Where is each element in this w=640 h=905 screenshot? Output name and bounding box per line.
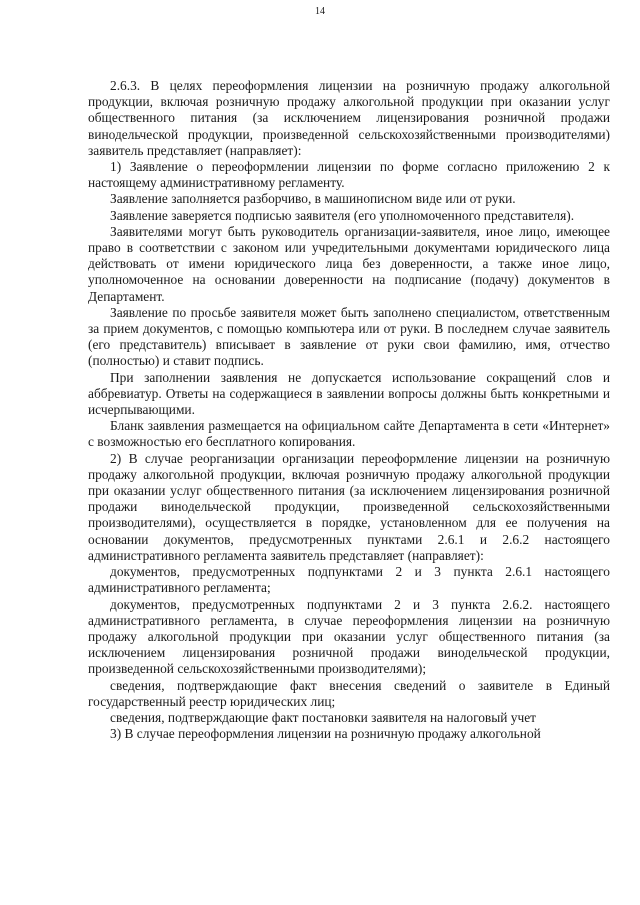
document-body — [88, 78, 610, 742]
paragraph: Заявление заполняется разборчиво, в машинописном виде или от руки. — [110, 191, 516, 207]
paragraph-2-6-3: 2.6.3. В целях переоформления лицензии на розничную продажу алкогольной продукции, включая розничную продажу алкогольной продукции при оказании услуг общественного питания (за исключением лицензирования розничной продажи винодельческой продукции, произведенной сельскохозяйственными производителями) заявитель представляет (направляет): — [88, 78, 610, 158]
page-number: 14 — [315, 6, 325, 17]
paragraph: Заявление заверяется подписью заявителя (его уполномоченного представителя). — [110, 207, 575, 223]
paragraph-item-3: 3) В случае переоформления лицензии на розничную продажу алкогольной — [110, 726, 541, 742]
paragraph: При заполнении заявления не допускается использование сокращений слов и аббревиатур. Ответы на содержащиеся в заявлении вопросы должны быть конкретными и исчерпывающими. — [88, 369, 610, 418]
list-item: сведения, подтверждающие факт постановки заявителя на налоговый учет — [110, 709, 536, 725]
paragraph-item-2: 2) В случае реорганизации организации переоформление лицензии на розничную продажу алкогольной продукции, включая розничную продажу алкогольной продукции при оказании услуг общественного питания (за исключением лицензирования розничной продажи винодельческой продукции, произведенной сельскохозяйственными производителями), осуществляется в порядке, установленном для ее получения на основании документов, предусмотренных пунктами 2.6.1 и 2.6.2 настоящего административного регламента заявитель представляет (направляет): — [88, 450, 610, 563]
list-item: документов, предусмотренных подпунктами 2 и 3 пункта 2.6.2. настоящего административного регламента, в случае переоформления лицензии на розничную продажу алкогольной продукции при оказании услуг общественного питания (за исключением лицензирования розничной продажи винодельческой продукции, произведенной сельскохозяйственными производителями); — [88, 596, 610, 677]
paragraph-item-1: 1) Заявление о переоформлении лицензии по форме согласно приложению 2 к настоящему административному регламенту. — [88, 159, 610, 191]
paragraph: Заявителями могут быть руководитель организации-заявителя, иное лицо, имеющее право в соответствии с законом или учредительными документами юридического лица действовать от имени юридического лица без доверенности, а также иное лицо, уполномоченное на основании доверенности на подписание (подачу) документов в Департамент. — [88, 223, 610, 304]
paragraph: Заявление по просьбе заявителя может быть заполнено специалистом, ответственным за прием документов, с помощью компьютера или от руки. В последнем случае заявитель (его представитель) вписывает в заявление от руки свои фамилию, имя, отчество (полностью) и ставит подпись. — [88, 304, 610, 369]
list-item: сведения, подтверждающие факт внесения сведений о заявителе в Единый государственный реестр юридических лиц; — [88, 677, 610, 709]
list-item: документов, предусмотренных подпунктами 2 и 3 пункта 2.6.1 настоящего административного регламента; — [88, 564, 610, 596]
paragraph: Бланк заявления размещается на официальном сайте Департамента в сети «Интернет» с возможностью его бесплатного копирования. — [88, 418, 610, 450]
